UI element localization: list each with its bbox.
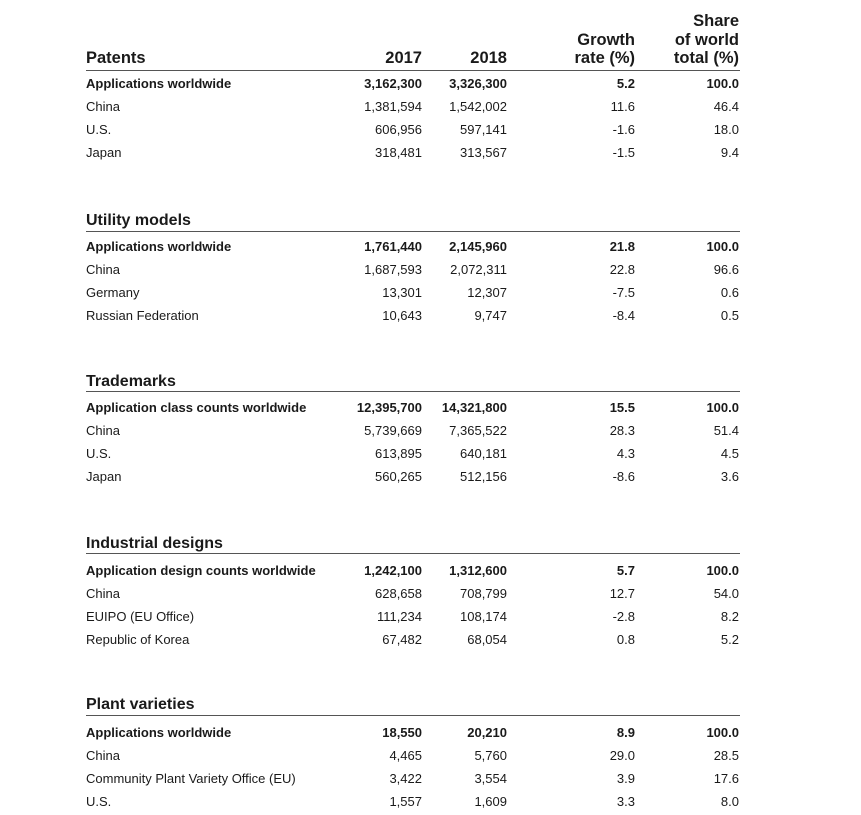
- table-row-third: [0, 467, 861, 487]
- share-of-world: 96.6: [713, 262, 739, 277]
- patents-section-title: Patents: [86, 49, 146, 67]
- table-row-worldwide: [0, 723, 861, 743]
- share-of-world: 4.5: [720, 446, 739, 461]
- value-2017: 3,422: [389, 771, 422, 786]
- value-2018: 1,609: [474, 794, 507, 809]
- share-of-world: 18.0: [713, 122, 739, 137]
- growth-rate: -1.5: [612, 145, 635, 160]
- value-2017: 628,658: [375, 586, 422, 601]
- value-2017: 560,265: [375, 469, 422, 484]
- column-header-2017: 2017: [385, 49, 422, 67]
- value-2017: 1,381,594: [364, 99, 422, 114]
- value-2017: 67,482: [382, 632, 422, 647]
- section-title: Utility models: [86, 212, 191, 229]
- table-row-third: [0, 306, 861, 326]
- row-label: Russian Federation: [86, 308, 199, 323]
- growth-rate: 29.0: [609, 748, 635, 763]
- value-2018: 1,542,002: [449, 99, 507, 114]
- share-of-world: 100.0: [706, 400, 739, 415]
- share-of-world: 17.6: [713, 771, 739, 786]
- share-of-world: 9.4: [720, 145, 739, 160]
- share-of-world: 5.2: [720, 632, 739, 647]
- value-2018: 2,072,311: [450, 262, 507, 277]
- section-divider: [86, 391, 740, 392]
- value-2018: 597,141: [460, 122, 507, 137]
- row-label: China: [86, 586, 120, 601]
- value-2017: 1,687,593: [364, 262, 422, 277]
- growth-rate: 15.5: [609, 400, 635, 415]
- growth-rate: 12.7: [609, 586, 635, 601]
- growth-rate: 22.8: [609, 262, 635, 277]
- value-2018: 2,145,960: [449, 239, 507, 254]
- row-label: Application class counts worldwide: [86, 400, 307, 415]
- column-header-2018: 2018: [470, 49, 507, 67]
- row-label: Application design counts worldwide: [86, 563, 316, 578]
- table-row-second: [0, 607, 861, 627]
- column-header-share-line1: Share: [693, 12, 739, 30]
- share-of-world: 100.0: [706, 725, 739, 740]
- value-2017: 5,739,669: [364, 423, 422, 438]
- share-of-world: 100.0: [706, 563, 739, 578]
- value-2018: 3,326,300: [449, 76, 507, 91]
- table-row-third: [0, 792, 861, 812]
- section-title: Industrial designs: [86, 535, 223, 552]
- table-header: [0, 0, 861, 75]
- share-of-world: 0.5: [720, 308, 739, 323]
- table-row-worldwide: [0, 561, 861, 581]
- share-of-world: 51.4: [713, 423, 739, 438]
- table-row-second: [0, 769, 861, 789]
- table-row-first: [0, 584, 861, 604]
- growth-rate: 4.3: [616, 446, 635, 461]
- value-2018: 313,567: [460, 145, 507, 160]
- share-of-world: 46.4: [713, 99, 739, 114]
- section-divider: [86, 231, 740, 232]
- section-title: Trademarks: [86, 373, 176, 390]
- growth-rate: -8.4: [612, 308, 635, 323]
- growth-rate: -2.8: [612, 609, 635, 624]
- growth-rate: -1.6: [612, 122, 635, 137]
- share-of-world: 3.6: [720, 469, 739, 484]
- value-2017: 18,550: [382, 725, 422, 740]
- value-2018: 1,312,600: [449, 563, 507, 578]
- row-label: U.S.: [86, 446, 112, 461]
- row-label: Japan: [86, 469, 122, 484]
- row-label: Germany: [86, 285, 140, 300]
- value-2018: 3,554: [474, 771, 507, 786]
- share-of-world: 8.0: [720, 794, 739, 809]
- value-2018: 14,321,800: [441, 400, 507, 415]
- value-2018: 708,799: [460, 586, 507, 601]
- row-label: Japan: [86, 145, 122, 160]
- row-label: Applications worldwide: [86, 76, 232, 91]
- value-2017: 4,465: [389, 748, 422, 763]
- growth-rate: 21.8: [609, 239, 635, 254]
- value-2018: 512,156: [460, 469, 507, 484]
- growth-rate: 5.7: [616, 563, 635, 578]
- table-row-worldwide: [0, 237, 861, 257]
- table-row-second: [0, 120, 861, 140]
- value-2017: 13,301: [382, 285, 422, 300]
- table-row-first: [0, 421, 861, 441]
- value-2017: 10,643: [382, 308, 422, 323]
- value-2017: 318,481: [375, 145, 422, 160]
- value-2017: 606,956: [375, 122, 422, 137]
- growth-rate: 8.9: [616, 725, 635, 740]
- row-label: EUIPO (EU Office): [86, 609, 195, 624]
- share-of-world: 100.0: [706, 239, 739, 254]
- row-label: Republic of Korea: [86, 632, 190, 647]
- share-of-world: 8.2: [720, 609, 739, 624]
- growth-rate: -8.6: [612, 469, 635, 484]
- table-row-second: [0, 444, 861, 464]
- row-label: Community Plant Variety Office (EU): [86, 771, 296, 786]
- column-header-growth-line1: Growth: [577, 31, 635, 49]
- column-header-share-line3: total (%): [673, 49, 739, 67]
- row-label: U.S.: [86, 122, 112, 137]
- row-label: U.S.: [86, 794, 112, 809]
- growth-rate: 0.8: [616, 632, 635, 647]
- table-row-first: [0, 746, 861, 766]
- table-row-third: [0, 143, 861, 163]
- table-row-second: [0, 283, 861, 303]
- row-label: China: [86, 262, 120, 277]
- share-of-world: 0.6: [720, 285, 739, 300]
- table-row-first: [0, 260, 861, 280]
- value-2017: 613,895: [375, 446, 422, 461]
- growth-rate: 5.2: [616, 76, 635, 91]
- growth-rate: 3.9: [616, 771, 635, 786]
- share-of-world: 28.5: [713, 748, 739, 763]
- table-row-worldwide: [0, 74, 861, 94]
- row-label: China: [86, 748, 120, 763]
- column-header-growth-line2: rate (%): [574, 49, 635, 67]
- row-label: Applications worldwide: [86, 725, 232, 740]
- value-2018: 640,181: [460, 446, 507, 461]
- table-row-first: [0, 97, 861, 117]
- row-label: China: [86, 423, 120, 438]
- value-2018: 20,210: [467, 725, 507, 740]
- row-label: Applications worldwide: [86, 239, 232, 254]
- section-divider: [86, 70, 740, 71]
- growth-rate: 11.6: [610, 99, 635, 114]
- value-2017: 3,162,300: [364, 76, 422, 91]
- growth-rate: -7.5: [612, 285, 635, 300]
- value-2017: 1,761,440: [364, 239, 422, 254]
- section-divider: [86, 715, 740, 716]
- row-label: China: [86, 99, 120, 114]
- section-divider: [86, 553, 740, 554]
- growth-rate: 28.3: [609, 423, 635, 438]
- value-2018: 68,054: [467, 632, 507, 647]
- value-2018: 5,760: [474, 748, 507, 763]
- section-title: Plant varieties: [86, 696, 195, 713]
- value-2017: 1,557: [389, 794, 422, 809]
- growth-rate: 3.3: [616, 794, 635, 809]
- column-header-share-line2: of world: [674, 31, 739, 49]
- table-row-third: [0, 630, 861, 650]
- value-2017: 1,242,100: [364, 563, 422, 578]
- share-of-world: 54.0: [713, 586, 739, 601]
- value-2017: 111,234: [376, 609, 422, 624]
- share-of-world: 100.0: [706, 76, 739, 91]
- value-2018: 108,174: [460, 609, 507, 624]
- table-row-worldwide: [0, 398, 861, 418]
- value-2017: 12,395,700: [356, 400, 422, 415]
- value-2018: 12,307: [467, 285, 507, 300]
- value-2018: 7,365,522: [449, 423, 507, 438]
- value-2018: 9,747: [474, 308, 507, 323]
